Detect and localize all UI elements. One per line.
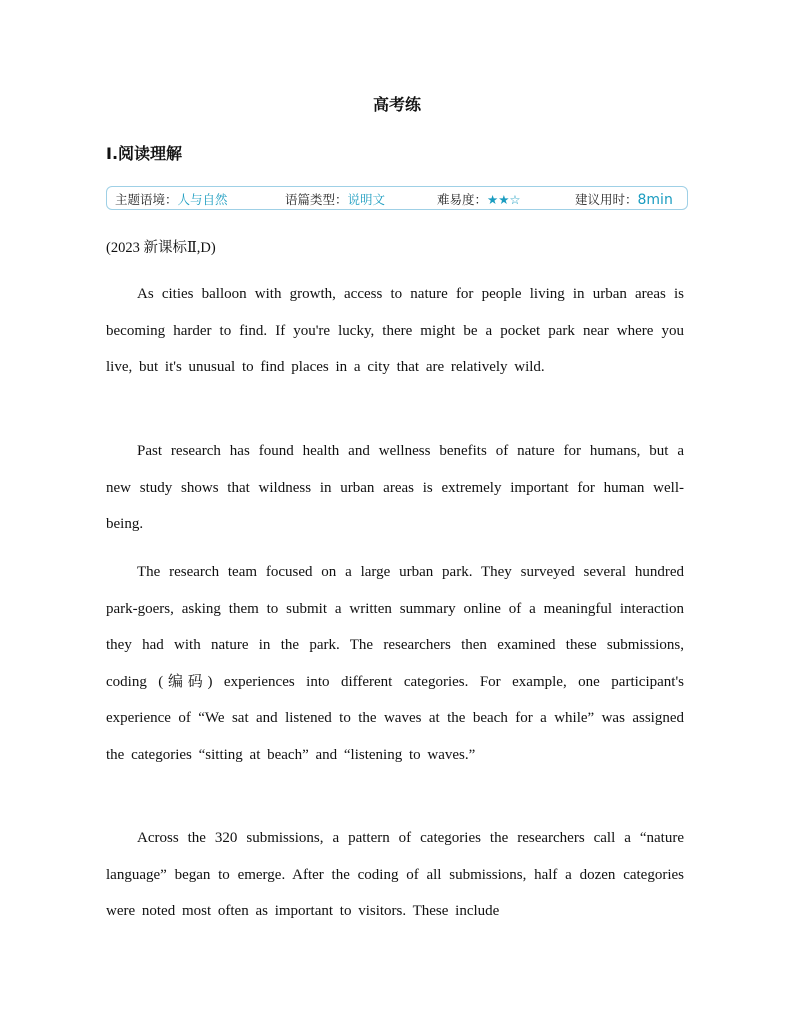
info-bar [106, 186, 688, 210]
paragraph: The research team focused on a large urban park. They surveyed several hundred park-goers, asking them to submit a written summary online of a meaningful interaction they had with nature in the park. The researchers then examined these submissions, coding (编码) experiences into different categories. For example, one participant's experience of “We sat and listened to the waves at the beach for a while” was assigned the categories “sitting at beach” and “listening to waves.” [106, 564, 684, 763]
time-label: 建议用时： [575, 192, 638, 207]
theme-value: 人与自然 [177, 192, 228, 207]
difficulty-label: 难易度： [437, 192, 488, 207]
time-value: 8min [637, 192, 673, 208]
type-label: 语篇类型： [285, 192, 348, 207]
section-heading: Ⅰ.阅读理解 [106, 144, 183, 163]
source-citation: (2023 新课标Ⅱ,D) [106, 240, 216, 256]
type-value: 说明文 [347, 192, 386, 207]
type-field [285, 190, 385, 208]
difficulty-field [437, 190, 521, 208]
page-title: 高考练 [372, 95, 421, 114]
paragraph: As cities balloon with growth, access to nature for people living in urban areas is becoming harder to find. If you're lucky, there might be a pocket park near where you live, but it's unusual to find places in a city that are relatively wild. [106, 286, 684, 375]
theme-field [115, 190, 228, 208]
difficulty-stars: ★★☆ [487, 192, 521, 207]
time-field [575, 190, 673, 208]
paragraph: Across the 320 submissions, a pattern of categories the researchers call a “nature language” began to emerge. After the coding of all submissions, half a dozen categories were noted most often as important to visitors. These include [106, 830, 684, 919]
theme-label: 主题语境： [115, 192, 178, 207]
paragraph: Past research has found health and wellness benefits of nature for humans, but a new study shows that wildness in urban areas is extremely important for human well-being. [106, 443, 684, 532]
